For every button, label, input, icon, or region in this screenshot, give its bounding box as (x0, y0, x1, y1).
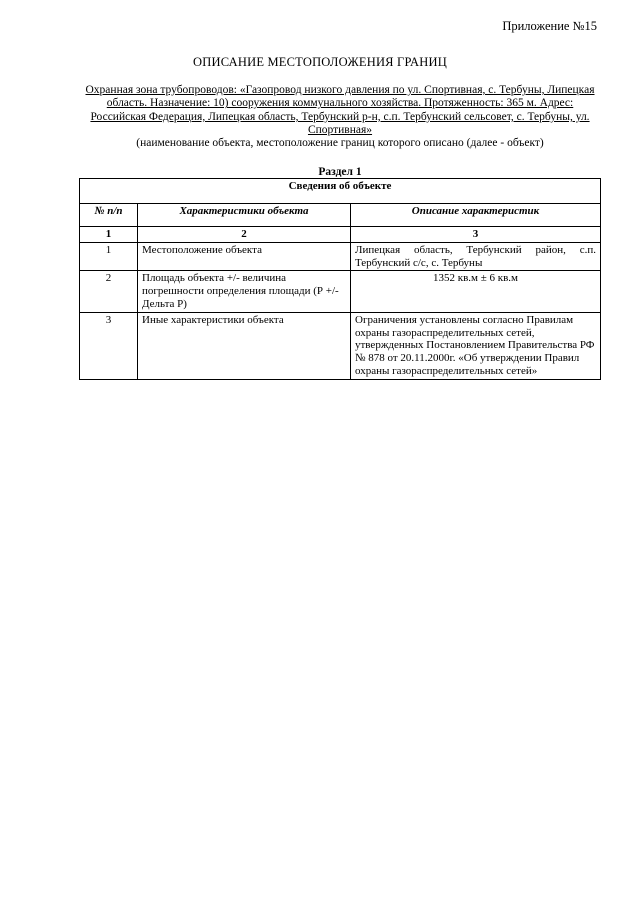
object-caption: (наименование объекта, местоположение границ которого описано (далее - объект) (136, 137, 544, 149)
row-description: Ограничения установлены согласно Правилам охраны газораспределительных сетей, утвержденных Постановлением Правительства РФ № 878 от 20.11.2000г. «Об утверждении Правил охраны газораспределительных сетей» (351, 312, 601, 379)
section-title: Раздел 1 (318, 166, 362, 178)
document-title: ОПИСАНИЕ МЕСТОПОЛОЖЕНИЯ ГРАНИЦ (193, 55, 447, 69)
table-title: Сведения об объекте (80, 179, 601, 204)
table-row (80, 271, 601, 312)
column-number: 3 (351, 227, 601, 243)
row-characteristic: Местоположение объекта (138, 242, 351, 271)
column-header-description: Описание характеристик (351, 204, 601, 227)
row-number: 2 (80, 271, 138, 312)
row-characteristic: Площадь объекта +/- величина погрешности определения площади (Р +/- Дельта Р) (138, 271, 351, 312)
row-number: 1 (80, 242, 138, 271)
row-description: Липецкая область, Тербунский район, с.п. Тербунский с/с, с. Тербуны (351, 242, 601, 271)
row-description: 1352 кв.м ± 6 кв.м (351, 271, 601, 312)
object-info-table (79, 178, 601, 380)
appendix-label: Приложение №15 (502, 19, 597, 33)
column-header-number: № п/п (80, 204, 138, 227)
row-characteristic: Иные характеристики объекта (138, 312, 351, 379)
table-row (80, 312, 601, 379)
column-header-characteristic: Характеристики объекта (138, 204, 351, 227)
object-description: Охранная зона трубопроводов: «Газопровод низкого давления по ул. Спортивная, с. Тербуны, Липецкая область. Назначение: 10) сооружения коммунального хозяйства. Протяженность: 365 м. Адрес: Российская Федерация, Липецкая область, Тербунский р-н, с.п. Тербунский сельсовет, с. Тербуны, ул. Спортивная» (85, 84, 595, 137)
table-row (80, 242, 601, 271)
column-number-row (80, 227, 601, 243)
row-number: 3 (80, 312, 138, 379)
column-number: 2 (138, 227, 351, 243)
column-number: 1 (80, 227, 138, 243)
